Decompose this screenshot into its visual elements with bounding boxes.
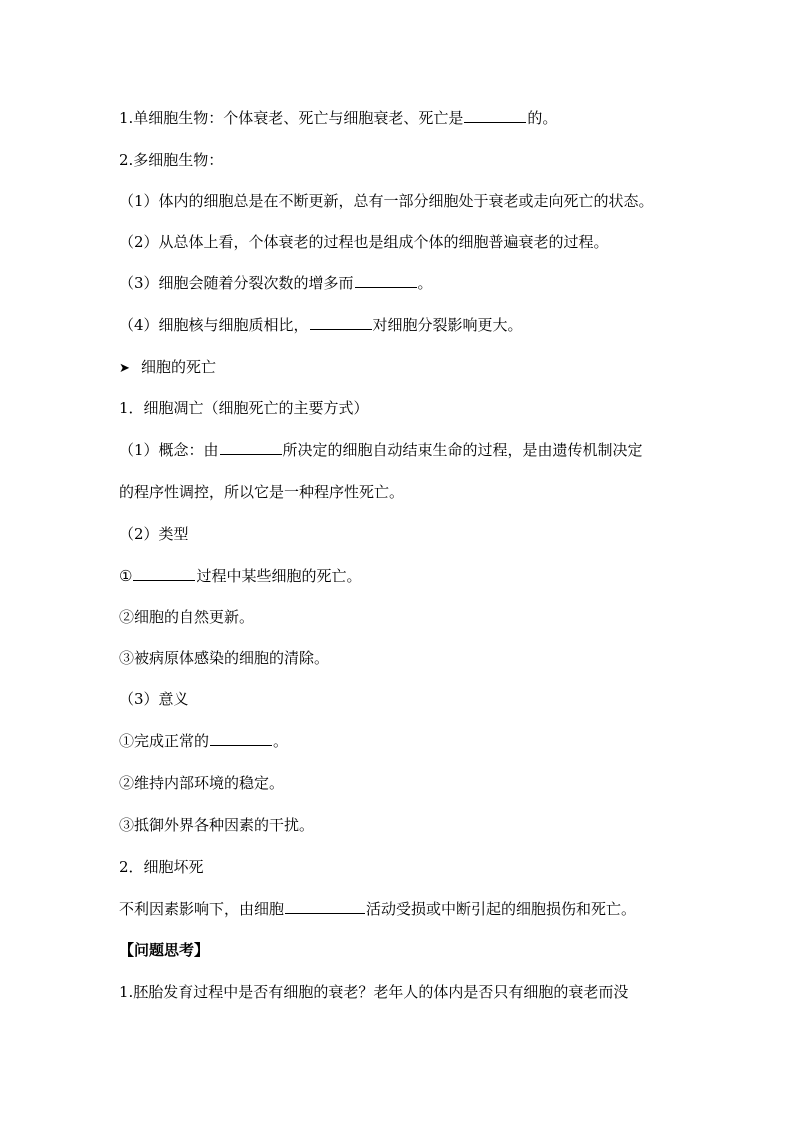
text-line bbox=[119, 273, 433, 293]
text-segment: 所决定的细胞自动结束生命的过程，是由遗传机制决定 bbox=[282, 441, 643, 459]
text-segment: （1）体内的细胞总是在不断更新，总有一部分细胞处于衰老或走向死亡的状态。 bbox=[119, 192, 654, 210]
text-segment: 【问题思考】 bbox=[119, 941, 210, 959]
text-segment: （2）类型 bbox=[119, 525, 189, 543]
text-line bbox=[119, 524, 189, 544]
text-segment: 1.胚胎发育过程中是否有细胞的衰老？老年人的体内是否只有细胞的衰老而没 bbox=[119, 983, 629, 1001]
text-line bbox=[119, 773, 284, 793]
text-line bbox=[119, 315, 523, 335]
fill-blank bbox=[133, 566, 195, 581]
fill-blank bbox=[210, 731, 272, 746]
arrow-bullet-icon: ➤ bbox=[119, 361, 130, 376]
text-segment: 1.单细胞生物：个体衰老、死亡与细胞衰老、死亡是 bbox=[119, 109, 464, 127]
text-segment: 1．细胞凋亡（细胞死亡的主要方式） bbox=[119, 399, 369, 417]
text-segment: 对细胞分裂影响更大。 bbox=[372, 316, 523, 334]
text-segment: （2）从总体上看，个体衰老的过程也是组成个体的细胞普遍衰老的过程。 bbox=[119, 233, 609, 251]
text-segment: 的。 bbox=[527, 109, 558, 127]
fill-blank bbox=[464, 108, 526, 123]
text-segment: （3）细胞会随着分裂次数的增多而 bbox=[119, 274, 354, 292]
text-segment: 。 bbox=[273, 732, 289, 750]
text-segment: ②维持内部环境的稳定。 bbox=[119, 774, 285, 792]
fill-blank bbox=[355, 273, 417, 288]
text-line bbox=[119, 731, 288, 751]
text-line bbox=[119, 815, 314, 835]
text-line bbox=[119, 150, 223, 170]
text-segment: 活动受损或中断引起的细胞损伤和死亡。 bbox=[366, 900, 637, 918]
text-line bbox=[119, 482, 404, 502]
text-segment: ③抵御外界各种因素的干扰。 bbox=[119, 816, 315, 834]
text-line bbox=[119, 857, 204, 877]
text-segment: 的程序性调控，所以它是一种程序性死亡。 bbox=[119, 483, 405, 501]
text-line bbox=[119, 398, 369, 418]
text-segment: ①完成正常的 bbox=[119, 732, 210, 750]
text-segment: （4）细胞核与细胞质相比， bbox=[119, 316, 309, 334]
text-segment: ③被病原体感染的细胞的清除。 bbox=[119, 649, 330, 667]
section-heading bbox=[119, 940, 209, 960]
fill-blank bbox=[285, 899, 365, 914]
text-line bbox=[119, 440, 643, 460]
text-segment: 细胞的死亡 bbox=[141, 358, 217, 376]
text-line bbox=[119, 191, 654, 211]
text-segment: 过程中某些细胞的死亡。 bbox=[196, 567, 362, 585]
text-segment: 不利因素影响下，由细胞 bbox=[119, 900, 285, 918]
fill-blank bbox=[220, 440, 282, 455]
text-segment: ① bbox=[119, 567, 133, 585]
text-segment: （3）意义 bbox=[119, 690, 189, 708]
text-line bbox=[119, 607, 254, 627]
text-line bbox=[119, 982, 628, 1002]
section-heading bbox=[119, 357, 216, 379]
text-segment: （1）概念：由 bbox=[119, 441, 219, 459]
text-line bbox=[119, 108, 557, 128]
text-segment: ②细胞的自然更新。 bbox=[119, 608, 255, 626]
text-segment: 。 bbox=[417, 274, 433, 292]
text-line bbox=[119, 899, 636, 919]
text-line bbox=[119, 232, 609, 252]
text-segment: 2．细胞坏死 bbox=[119, 858, 204, 876]
text-segment: 2.多细胞生物： bbox=[119, 151, 224, 169]
text-line bbox=[119, 566, 361, 586]
fill-blank bbox=[310, 315, 372, 330]
text-line bbox=[119, 689, 189, 709]
text-line bbox=[119, 648, 329, 668]
